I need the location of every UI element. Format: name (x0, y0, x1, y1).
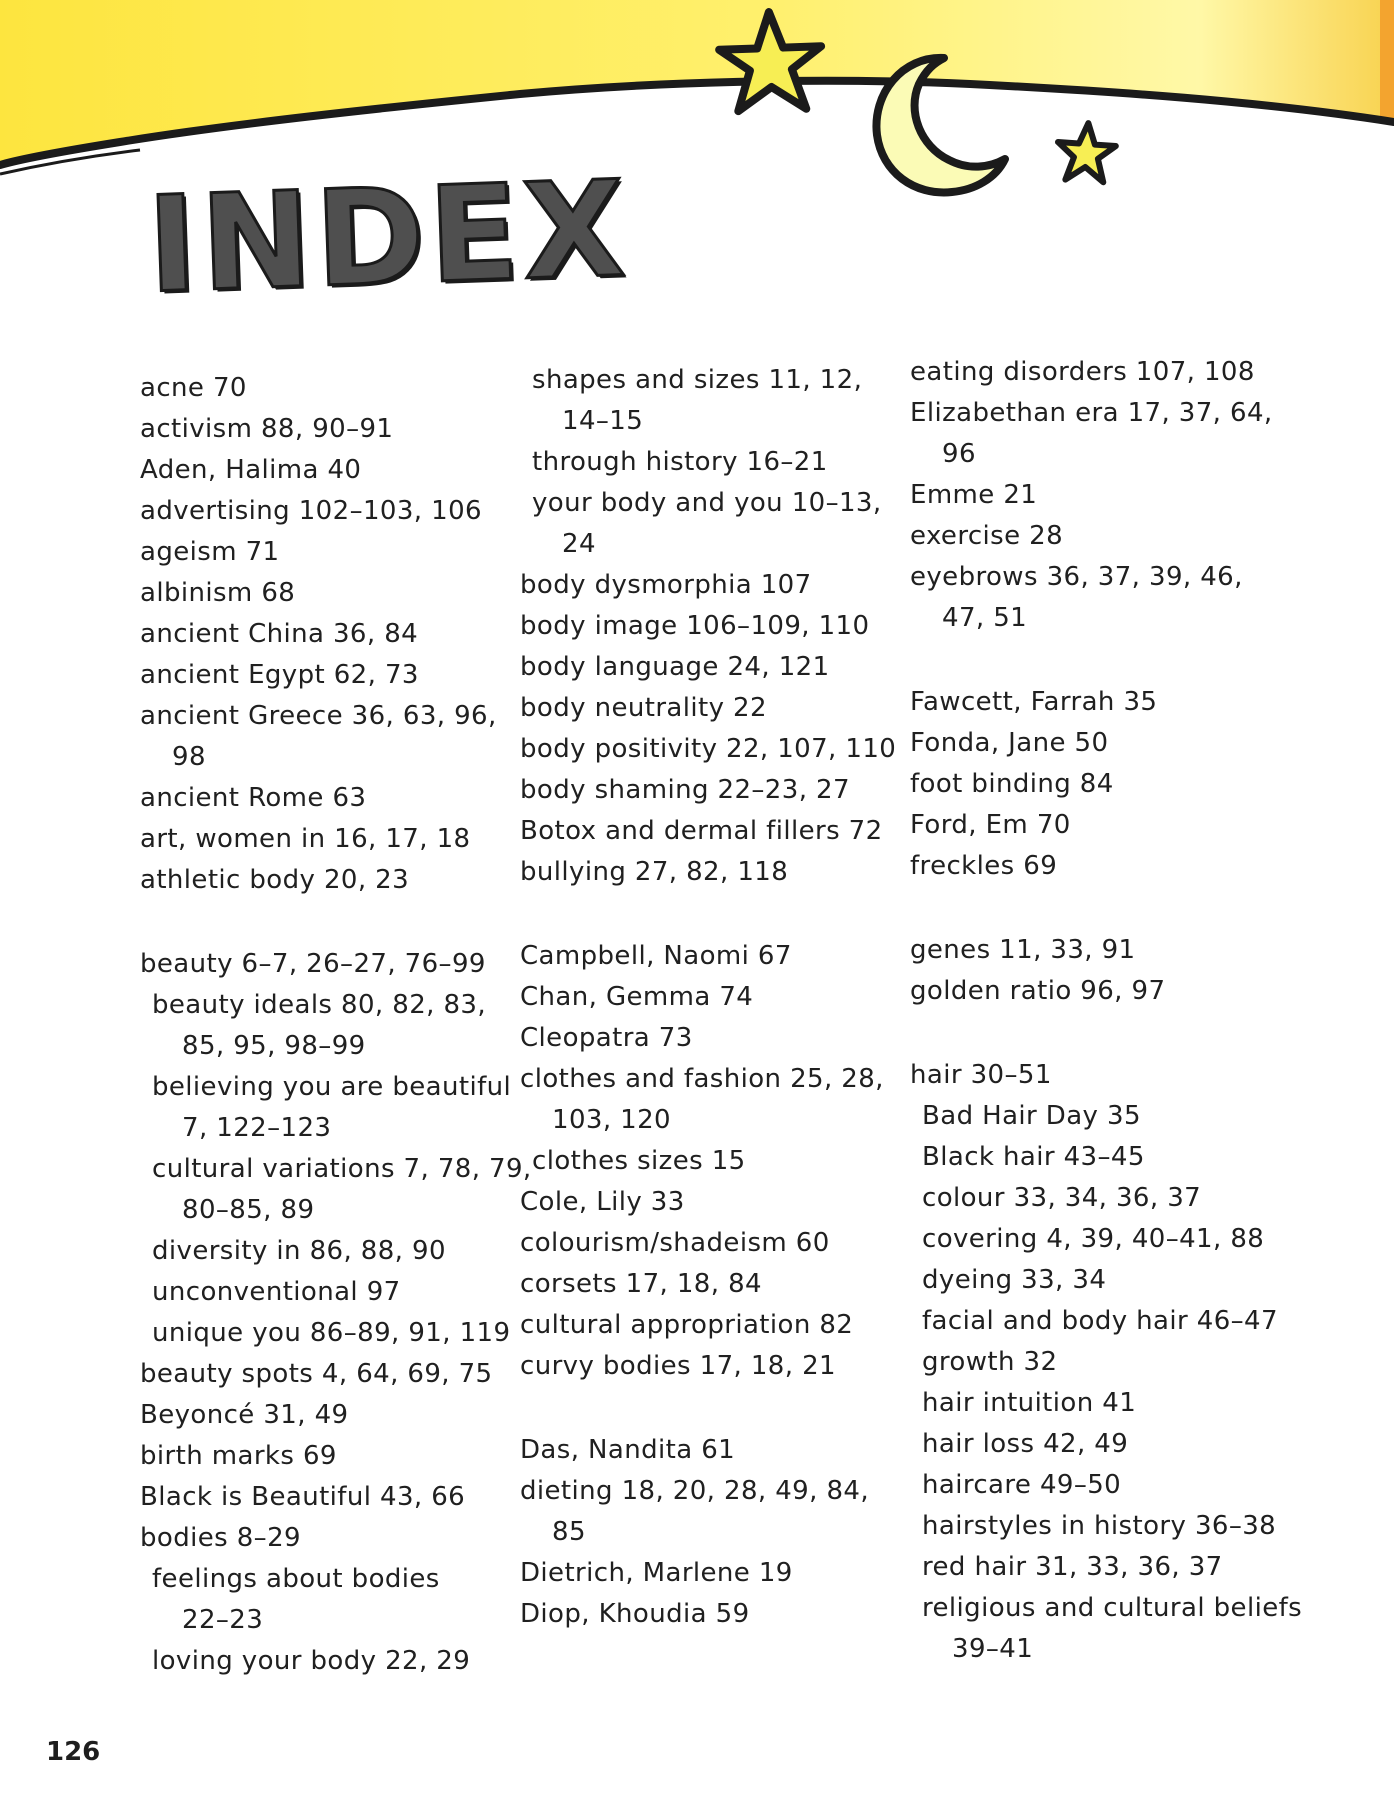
index-subentry-hair-intuition: hair intuition 41 (922, 1388, 1137, 1418)
index-entry-body-dysmorphia: body dysmorphia 107 (520, 570, 812, 600)
index-entry-dieting: dieting 18, 20, 28, 49, 84, (520, 1476, 869, 1506)
index-entry-activism: activism 88, 90–91 (140, 414, 394, 444)
index-entry-albinism: albinism 68 (140, 578, 296, 608)
index-entry-eyebrows: eyebrows 36, 37, 39, 46, (910, 562, 1243, 592)
index-entry-golden-ratio: golden ratio 96, 97 (910, 976, 1166, 1006)
index-entry-freckles: freckles 69 (910, 851, 1058, 881)
index-subentry-bad-hair-day: Bad Hair Day 35 (922, 1101, 1141, 1131)
index-subentry-haircare: haircare 49–50 (922, 1470, 1122, 1500)
index-entry-body-language: body language 24, 121 (520, 652, 830, 682)
index-subentry-hair-loss: hair loss 42, 49 (922, 1429, 1129, 1459)
index-entry-ancient-china: ancient China 36, 84 (140, 619, 419, 649)
index-entry-colourism-shadeism: colourism/shadeism 60 (520, 1228, 830, 1258)
index-entry-black-is-beautiful: Black is Beautiful 43, 66 (140, 1482, 466, 1512)
index-entry-foot-binding: foot binding 84 (910, 769, 1114, 799)
index-subentry-diversity-in: diversity in 86, 88, 90 (152, 1236, 446, 1266)
index-entry-eyebrows-continued: 47, 51 (942, 603, 1028, 633)
index-entry-birth-marks: birth marks 69 (140, 1441, 337, 1471)
index-entry-dietrich-marlene: Dietrich, Marlene 19 (520, 1558, 793, 1588)
index-entry-clothes-and-fashion: clothes and fashion 25, 28, (520, 1064, 884, 1094)
index-entry-cleopatra: Cleopatra 73 (520, 1023, 693, 1053)
index-entry-body-neutrality: body neutrality 22 (520, 693, 767, 723)
page-title: INDEX (145, 152, 632, 323)
index-entry-fawcett-farrah: Fawcett, Farrah 35 (910, 687, 1158, 717)
index-entry-exercise: exercise 28 (910, 521, 1064, 551)
index-subentry-hairstyles-in-history: hairstyles in history 36–38 (922, 1511, 1277, 1541)
index-entry-ancient-egypt: ancient Egypt 62, 73 (140, 660, 419, 690)
index-entry-elizabethan-era: Elizabethan era 17, 37, 64, (910, 398, 1273, 428)
index-entry-ageism: ageism 71 (140, 537, 280, 567)
index-subentry-feelings-about-bodies-continued: 22–23 (182, 1605, 264, 1635)
orange-edge-accent (1380, 0, 1394, 120)
index-entry-corsets: corsets 17, 18, 84 (520, 1269, 762, 1299)
index-entry-beyonce: Beyoncé 31, 49 (140, 1400, 349, 1430)
index-subentry-beauty-ideals: beauty ideals 80, 82, 83, (152, 990, 487, 1020)
index-entry-athletic-body: athletic body 20, 23 (140, 865, 410, 895)
index-entry-das-nandita: Das, Nandita 61 (520, 1435, 736, 1465)
index-entry-ford-em: Ford, Em 70 (910, 810, 1071, 840)
index-subentry-cultural-variations: cultural variations 7, 78, 79, (152, 1154, 532, 1184)
index-entry-acne: acne 70 (140, 373, 247, 403)
index-entry-botox-and-dermal-fillers: Botox and dermal fillers 72 (520, 816, 883, 846)
index-subentry-through-history: through history 16–21 (532, 447, 828, 477)
index-subentry-colour: colour 33, 34, 36, 37 (922, 1183, 1202, 1213)
index-entry-diop-khoudia: Diop, Khoudia 59 (520, 1599, 750, 1629)
index-entry-ancient-greece: ancient Greece 36, 63, 96, (140, 701, 497, 731)
index-subentry-covering: covering 4, 39, 40–41, 88 (922, 1224, 1265, 1254)
index-subentry-beauty-ideals-continued: 85, 95, 98–99 (182, 1031, 366, 1061)
index-entry-ancient-greece-continued: 98 (172, 742, 206, 772)
index-entry-dieting-continued: 85 (552, 1517, 586, 1547)
index-subentry-cultural-variations-continued: 80–85, 89 (182, 1195, 315, 1225)
index-subentry-unconventional: unconventional 97 (152, 1277, 401, 1307)
index-entry-campbell-naomi: Campbell, Naomi 67 (520, 941, 792, 971)
index-entry-beauty-spots: beauty spots 4, 64, 69, 75 (140, 1359, 493, 1389)
index-subentry-religious-and-cultural-beliefs: religious and cultural beliefs (922, 1593, 1303, 1623)
index-subentry-loving-your-body: loving your body 22, 29 (152, 1646, 471, 1676)
index-entry-advertising: advertising 102–103, 106 (140, 496, 482, 526)
index-subentry-your-body-and-you-continued: 24 (562, 529, 596, 559)
index-subentry-dyeing: dyeing 33, 34 (922, 1265, 1107, 1295)
index-entry-body-positivity: body positivity 22, 107, 110 (520, 734, 897, 764)
index-subentry-growth: growth 32 (922, 1347, 1058, 1377)
index-subentry-believing-you-are-beautiful: believing you are beautiful (152, 1072, 512, 1102)
index-entry-cole-lily: Cole, Lily 33 (520, 1187, 685, 1217)
index-subentry-red-hair: red hair 31, 33, 36, 37 (922, 1552, 1223, 1582)
index-entry-emme: Emme 21 (910, 480, 1038, 510)
index-subentry-black-hair: Black hair 43–45 (922, 1142, 1145, 1172)
index-subentry-believing-you-are-beautiful-continued: 7, 122–123 (182, 1113, 332, 1143)
index-entry-cultural-appropriation: cultural appropriation 82 (520, 1310, 854, 1340)
index-entry-fonda-jane: Fonda, Jane 50 (910, 728, 1109, 758)
index-subentry-unique-you: unique you 86–89, 91, 119 (152, 1318, 511, 1348)
index-entry-eating-disorders: eating disorders 107, 108 (910, 357, 1255, 387)
index-entry-art-women-in: art, women in 16, 17, 18 (140, 824, 471, 854)
index-entry-hair: hair 30–51 (910, 1060, 1052, 1090)
index-entry-clothes-and-fashion-continued: 103, 120 (552, 1105, 671, 1135)
index-entry-curvy-bodies: curvy bodies 17, 18, 21 (520, 1351, 836, 1381)
index-entry-bullying: bullying 27, 82, 118 (520, 857, 789, 887)
index-entry-body-shaming: body shaming 22–23, 27 (520, 775, 850, 805)
index-entry-ancient-rome: ancient Rome 63 (140, 783, 367, 813)
index-column-3 (910, 352, 1303, 1670)
index-entry-bodies: bodies 8–29 (140, 1523, 301, 1553)
index-entry-body-image: body image 106–109, 110 (520, 611, 870, 641)
index-entry-beauty: beauty 6–7, 26–27, 76–99 (140, 949, 486, 979)
index-entry-genes: genes 11, 33, 91 (910, 935, 1136, 965)
index-column-2 (520, 360, 910, 1635)
index-subentry-shapes-and-sizes-continued: 14–15 (562, 406, 644, 436)
index-entry-elizabethan-era-continued: 96 (942, 439, 976, 469)
index-subentry-your-body-and-you: your body and you 10–13, (532, 488, 882, 518)
index-subentry-shapes-and-sizes: shapes and sizes 11, 12, (532, 365, 863, 395)
index-entry-aden-halima: Aden, Halima 40 (140, 455, 362, 485)
index-subentry-religious-and-cultural-beliefs-continued: 39–41 (952, 1634, 1034, 1664)
index-subentry-feelings-about-bodies: feelings about bodies (152, 1564, 440, 1594)
index-column-1 (140, 368, 530, 1682)
index-entry-chan-gemma: Chan, Gemma 74 (520, 982, 754, 1012)
index-subentry-facial-and-body-hair: facial and body hair 46–47 (922, 1306, 1278, 1336)
index-subentry-clothes-sizes: clothes sizes 15 (532, 1146, 746, 1176)
page-number: 126 (46, 1737, 101, 1767)
small-star-icon (1055, 121, 1117, 183)
